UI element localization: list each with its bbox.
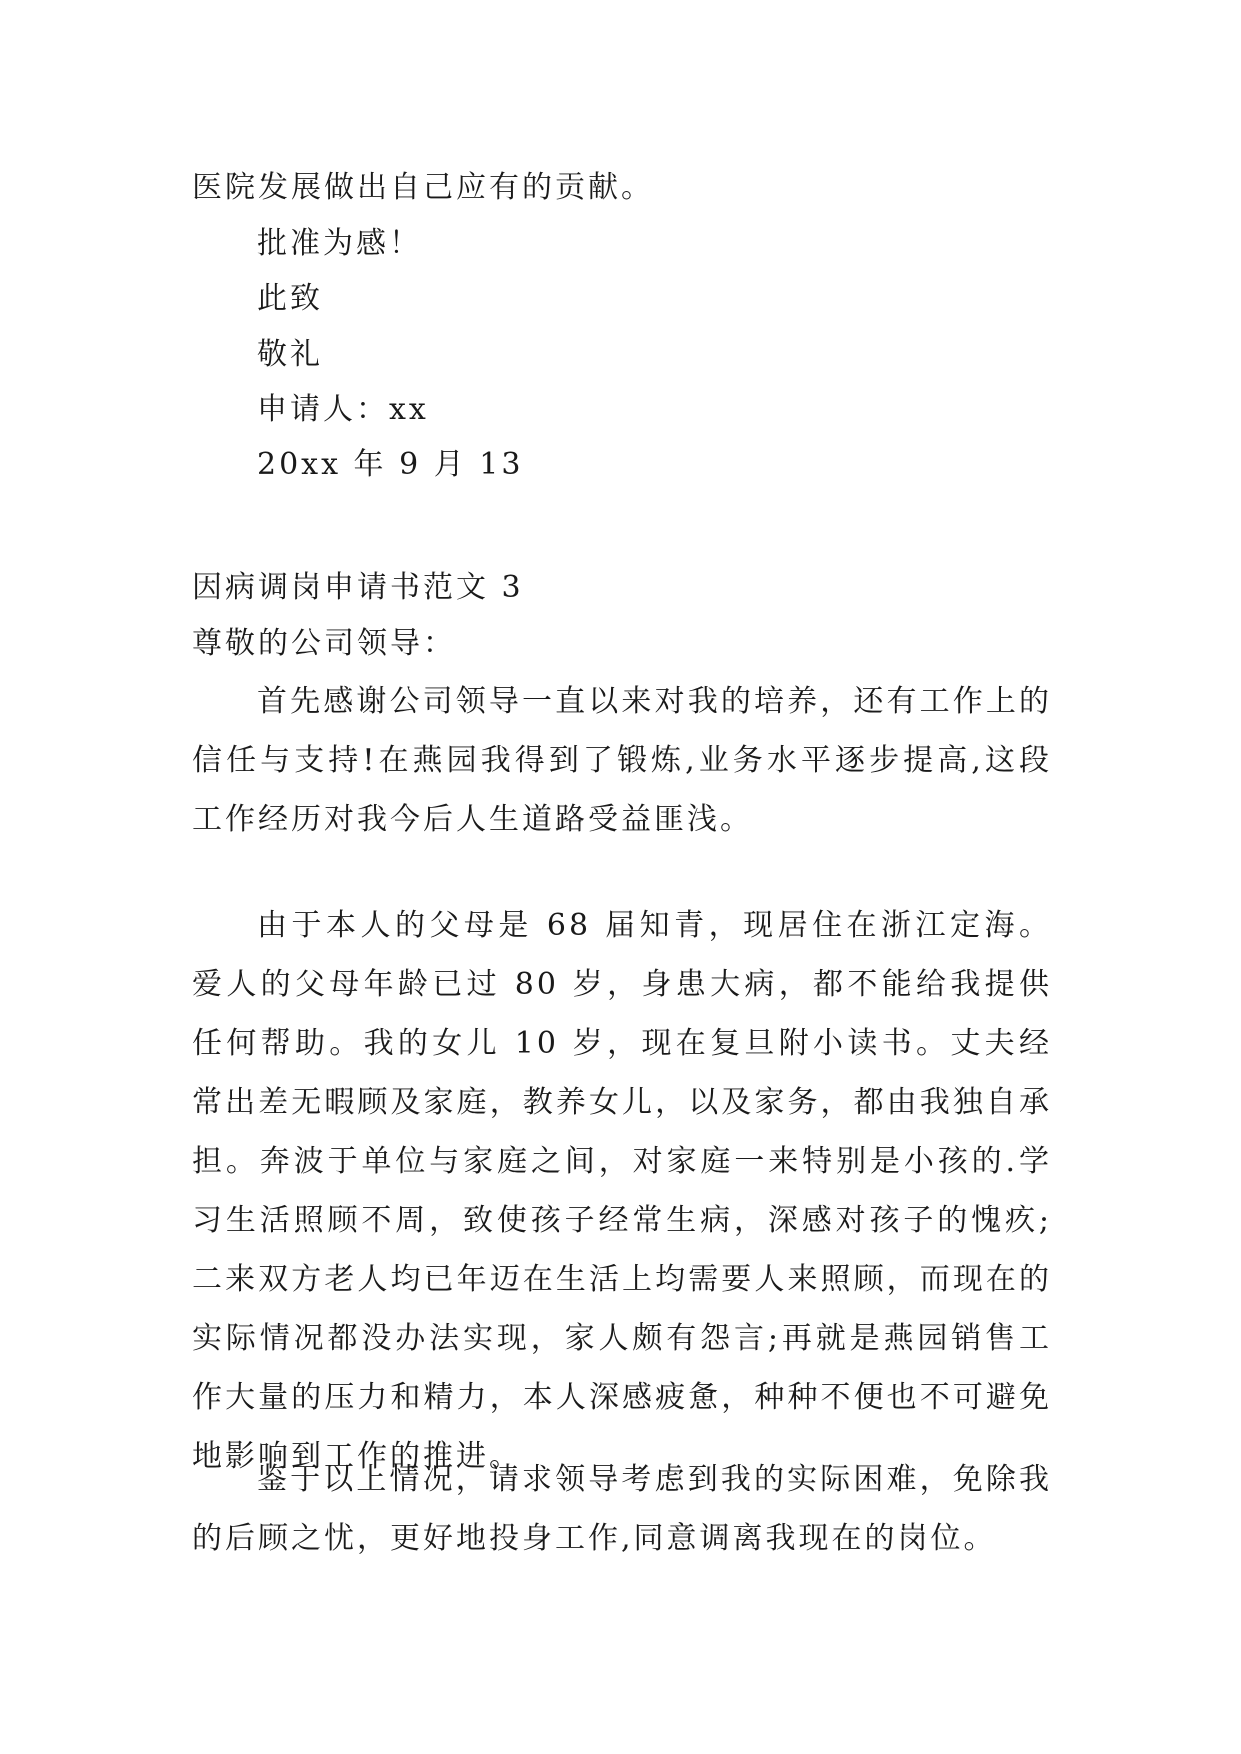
greeting-line-1: 此致 [257,281,323,316]
section-title: 因病调岗申请书范文 3 [192,570,524,605]
approval-text: 批准为感！ [257,226,422,261]
closing-line: 医院发展做出自己应有的贡献。 [192,170,654,205]
greeting-line-2: 敬礼 [257,337,323,372]
applicant-signature: 申请人：xx [257,392,429,427]
body-paragraph: 首先感谢公司领导一直以来对我的培养，还有工作上的信任与支持!在燕园我得到了锻炼,业务水平逐步提高,这段工作经历对我今后人生道路受益匪浅。 [192,684,1052,837]
salutation: 尊敬的公司领导： [192,626,456,661]
body-paragraph: 由于本人的父母是 68 届知青，现居住在浙江定海。爱人的父母年龄已过 80 岁，身患大病，都不能给我提供任何帮助。我的女儿 10 岁，现在复旦附小读书。丈夫经常出差无暇顾及家庭，教养女儿，以及家务，都由我独自承担。奔波于单位与家庭之间，对家庭一来特别是小孩的.学习生活照顾不周，致使孩子经常生病，深感对孩子的愧疚;二来双方老人均已年迈在生活上均需要人来照顾，而现在的实际情况都没办法实现，家人颇有怨言;再就是燕园销售工作大量的压力和精力，本人深感疲惫，种种不便也不可避免地影响到工作的推进。 [192,908,1052,1474]
date-line: 20xx 年 9 月 13 [257,447,524,482]
body-paragraph: 鉴于以上情况，请求领导考虑到我的实际困难，免除我的后顾之忧，更好地投身工作,同意调离我现在的岗位。 [192,1462,1052,1556]
